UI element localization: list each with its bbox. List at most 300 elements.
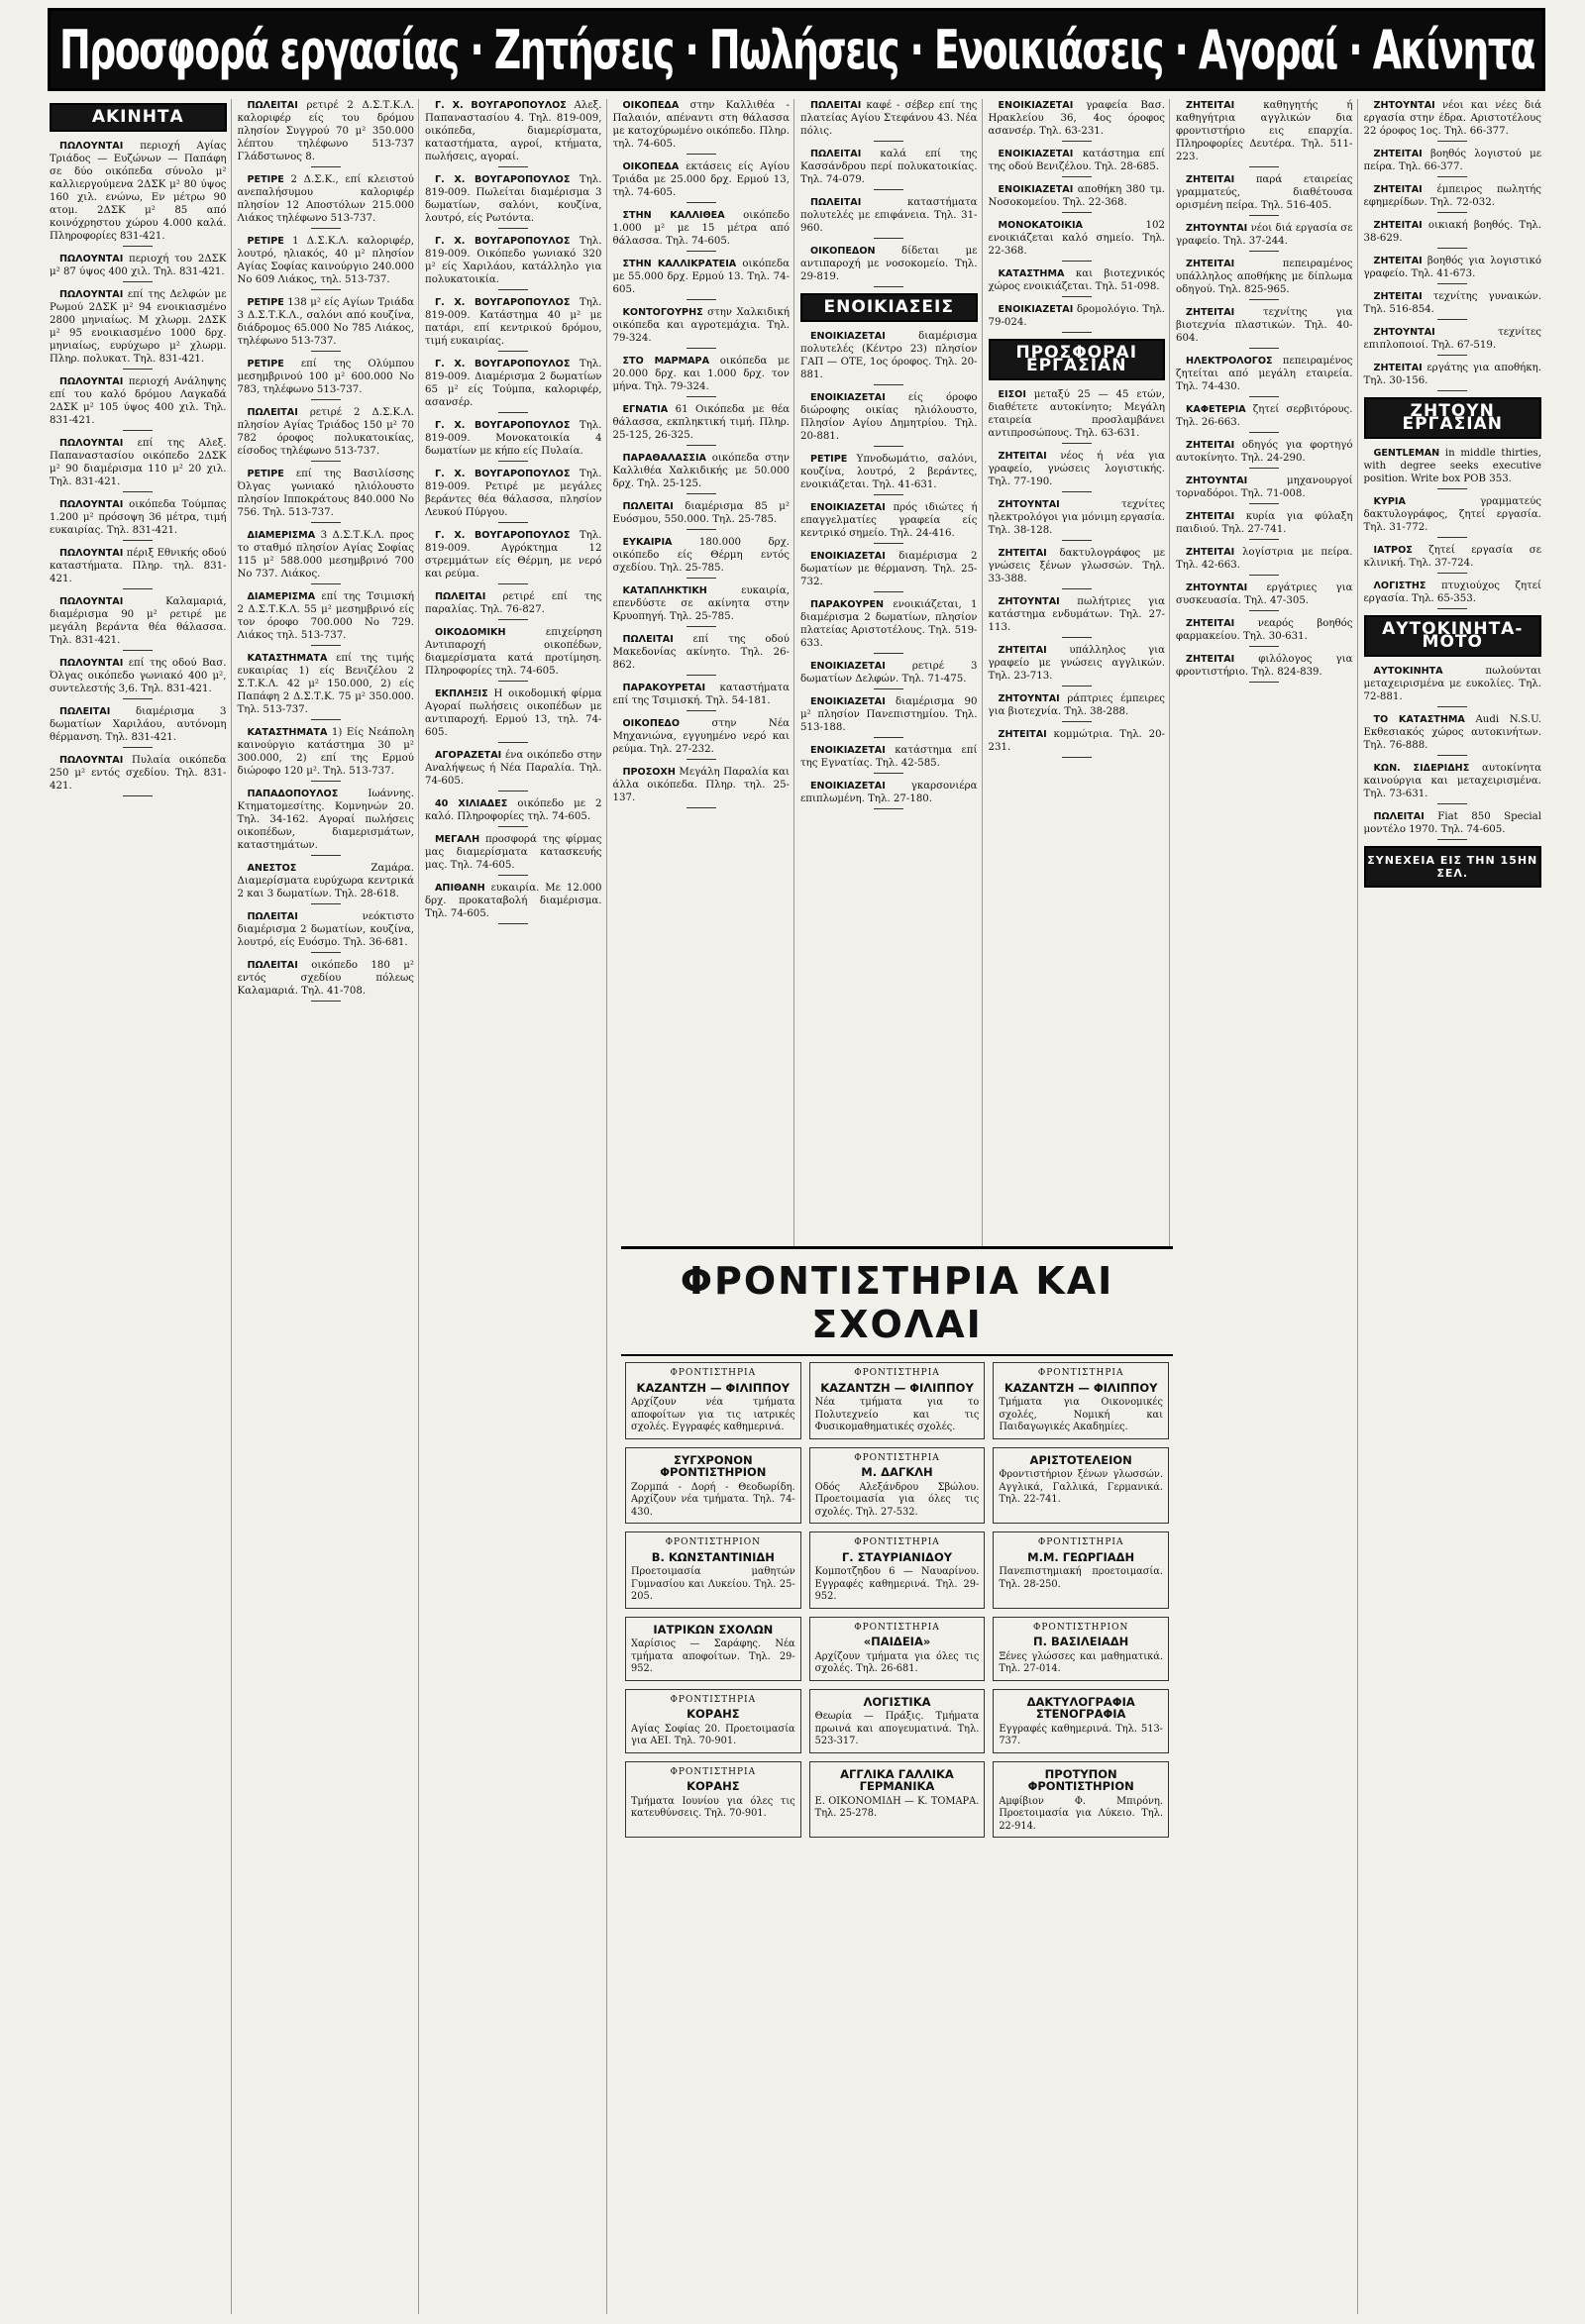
classified-ad (800, 695, 978, 738)
ad-lead: ΖΗΤΕΙΤΑΙ (998, 729, 1047, 740)
ad-lead: ΡΕΤΙΡΕ (247, 359, 284, 370)
school-body: Αγίας Σοφίας 20. Προετοιμασία για ΑΕΙ. Τηλ. 70-901. (631, 1723, 795, 1746)
ad-text: κυρία για φύλαξη παιδιού. Τηλ. 27-741. (1176, 511, 1353, 535)
ad-lead: ΖΗΤΕΙΤΑΙ (1186, 259, 1235, 269)
ad-column (236, 99, 420, 2314)
ad-text: πτυχιούχος ζητεί εργασία. Τηλ. 65-353. (1363, 581, 1541, 604)
ad-text: είς όροφο διώροφης οικίας ηλιόλουστο, Πλησίον Αγίου Δημητρίου. Τηλ. 20-881. (800, 392, 978, 442)
section-heading: ΖΗΤΟΥΝ ΕΡΓΑΣΙΑΝ (1364, 397, 1542, 439)
classified-ad (238, 959, 415, 1002)
ad-lead: ΚΑΤΑΣΤΗΜΑ (998, 268, 1065, 279)
ad-lead: Γ. Χ. ΒΟΥΓΑΡΟΠΟΥΛΟΣ (435, 174, 571, 185)
ad-text: Τηλ. 819-009. Πωλείται διαμέρισμα 3 δωματίων, σαλόνι, κουζίνα, λουτρό, είς Ρωτόντα. (425, 174, 602, 224)
ad-text: επί της Βασιλίσσης Όλγας γωνιακό ηλιόλουστο πλησίον Ιπποκράτους 840.000 Νο 756. Τηλ. 513-737. (237, 469, 414, 518)
ad-lead: GENTLEMAN (1373, 448, 1440, 459)
ad-text: επιχείρηση Αντιπαροχή οικοπέδων, διαμερίσματα κατά προτίμηση. Πληροφορίες τηλ. 74-605. (425, 627, 602, 677)
school-name: ΚΑΖΑΝΤΖΗ — ΦΙΛΙΠΠΟΥ (1004, 1380, 1158, 1395)
ad-text: αποθήκη 380 τμ. Νοσοκομείου. Τηλ. 22-368. (988, 184, 1165, 208)
ad-text: ρετιρέ επί της παραλίας. Τηλ. 76-827. (425, 591, 602, 615)
school-name: «ΠΑΙΔΕΙΑ» (863, 1635, 931, 1648)
classified-ad (989, 388, 1166, 444)
classified-ad (425, 419, 602, 462)
ad-lead: ΠΩΛΟΥΝΤΑΙ (59, 289, 124, 300)
classified-ad (238, 652, 415, 720)
classified-ad (425, 797, 602, 827)
ad-lead: ΕΝΟΙΚΙΑΖΕΤΑΙ (810, 781, 886, 792)
ad-lead: ΠΩΛΕΙΤΑΙ (1373, 811, 1425, 822)
ad-text: 180.000 δρχ. οικόπεδο είς Θέρμη εντός σχεδίου. Τηλ. 25-785. (612, 537, 790, 574)
schools-grid (621, 1356, 1173, 1851)
classified-ad (425, 296, 602, 352)
ad-text: επί της Τσιμισκή 2 Δ.Σ.Τ.Κ.Λ. 55 μ² μεσημβρινό είς τον όροφο 700.000 Νο 729. Λιάκος τηλ. 513-737. (237, 591, 414, 641)
classified-ad (1176, 475, 1353, 504)
ad-lead: ΠΩΛΟΥΝΤΑΙ (59, 376, 124, 387)
ad-lead: Γ. Χ. ΒΟΥΓΑΡΟΠΟΥΛΟΣ (435, 236, 571, 247)
classified-ad (1176, 403, 1353, 433)
school-ad (993, 1447, 1169, 1525)
classified-ad (50, 375, 227, 431)
ad-text: και βιοτεχνικός χώρος ενοικιάζεται. Τηλ. 51-098. (988, 268, 1165, 292)
ad-text: έμπειρος πωλητής εφημερίδων. Τηλ. 72-032. (1363, 184, 1541, 208)
ad-text: λογίστρια με πείρα. Τηλ. 42-663. (1176, 547, 1353, 571)
ad-text: διαμέρισμα πολυτελές (Κέντρο 23) πλησίον ΓΑΠ — ΟΤΕ, 1ος όροφος. Τηλ. 20-881. (800, 331, 978, 380)
school-ad (993, 1761, 1169, 1839)
ad-lead: ΕΝΟΙΚΙΑΖΕΤΑΙ (998, 184, 1074, 195)
ad-lead: ΣΤΗΝ ΚΑΛΛΙΘΕΑ (622, 210, 725, 221)
school-name: ΣΥΓΧΡΟΝΟΝ ΦΡΟΝΤΙΣΤΗΡΙΟΝ (660, 1452, 767, 1479)
school-body: Οδός Αλεξάνδρου Σβώλου. Προετοιμασία για όλες τις σχολές. Τηλ. 27-532. (814, 1481, 980, 1518)
ad-column (1174, 99, 1358, 2314)
classified-ad (1364, 447, 1542, 489)
ad-lead: ΖΗΤΕΙΤΑΙ (998, 451, 1047, 462)
ad-text: δακτυλογράφος με γνώσεις ξένων γλωσσών. Τηλ. 33-388. (988, 548, 1165, 584)
classified-ad (613, 209, 791, 252)
ad-text: Η οικοδομική φίρμα Αγοραί πωλήσεις οικοπέδων με αντιπαροχή. Ερμού 13, τηλ. 74-605. (425, 688, 602, 738)
ad-text: επί της οδού Μακεδονίας ακίνητο. Τηλ. 26-862. (612, 634, 790, 671)
school-body: Αρχίζουν τμήματα για όλες τις σχολές. Τηλ. 26-681. (814, 1650, 980, 1674)
ad-lead: ΠΑΠΑΔΟΠΟΥΛΟΣ (247, 789, 339, 799)
ad-text: πρός ιδιώτες ή επαγγελματίες γραφεία είς κεντρικό σημείο. Τηλ. 24-416. (800, 502, 978, 539)
classified-ad (238, 788, 415, 856)
ad-text: κατάστημα επί της Εγνατίας. Τηλ. 42-585. (800, 745, 978, 769)
ad-text: εκτάσεις είς Αγίου Τριάδα με 25.000 δρχ. Ερμού 13, τηλ. 74-605. (612, 161, 790, 198)
ad-lead: ΖΗΤΕΙΤΑΙ (1373, 291, 1423, 302)
classified-ad (50, 288, 227, 370)
ad-text: Τηλ. 819-009. Κατάστημα 40 μ² με πατάρι, επί κεντρικού δρόμου, τιμή ευκαιρίας. (425, 297, 602, 347)
classified-ad (800, 598, 978, 654)
ad-lead: ΖΗΤΕΙΤΑΙ (1373, 149, 1423, 159)
ad-lead: ΑΥΤΟΚΙΝΗΤΑ (1373, 666, 1443, 677)
section-heading: ΑΚΙΝΗΤΑ (50, 103, 227, 132)
ad-lead: ΖΗΤΕΙΤΑΙ (1373, 220, 1423, 231)
ad-text: επί της Αλεξ. Παπαναστασίου οικόπεδο 2ΔΣΚ μ² 90 διαμέρισμα 110 μ² 20 χιλ. Τηλ. 831-421. (50, 438, 227, 487)
ad-text: επί της Δελφών με Ρωμού 2ΔΣΚ μ² 94 ενοικιασμένο 2800 μηνιαίως. Μ χλωρμ. 2ΔΣΚ μ² 95 ενοικιασμένο 1000 δρχ. μηνιαίως, ευρύχωρο μ² χλωρμ. Πληρ. πολυκατ. Τηλ. 831-421. (50, 289, 227, 365)
classified-ad (800, 196, 978, 239)
ad-lead: ΔΙΑΜΕΡΙΣΜΑ (247, 591, 316, 602)
classified-ad (989, 450, 1166, 492)
classified-ad (800, 744, 978, 774)
continued-notice: ΣΥΝΕΧΕΙΑ ΕΙΣ ΤΗΝ 15ΗΝ ΣΕΛ. (1364, 846, 1542, 888)
classified-ad (238, 726, 415, 782)
ad-lead: ΤΟ ΚΑΤΑΣΤΗΜΑ (1373, 714, 1465, 725)
ad-text: παρά εταιρείας γραμματεύς, διαθέτουσα ορισμένη πείρα. Τηλ. 516-405. (1176, 174, 1353, 211)
ad-text: οικόπεδο με 2 καλό. Πληροφορίες τηλ. 74-605. (425, 798, 602, 822)
ad-text: Τηλ. 819-009. Μονοκατοικία 4 δωματίων με κήπο είς Πυλαία. (425, 420, 602, 457)
school-body: Πανεπιστημιακή προετοιμασία. Τηλ. 28-250. (999, 1566, 1163, 1590)
school-name: ΚΑΖΑΝΤΖΗ — ΦΙΛΙΠΠΟΥ (636, 1380, 791, 1395)
ad-text: πεπειραμένος υπάλληλος αποθήκης με δίπλωμα οδηγού. Τηλ. 825-965. (1176, 259, 1353, 295)
ad-lead: ΠΑΡΑΚΟΥΡΕΝ (810, 599, 885, 610)
classified-ad (1176, 617, 1353, 647)
ad-lead: ΠΑΡΑΚΟΥΡΕΤΑΙ (622, 683, 706, 693)
ad-text: οικόπεδα με 20.000 δρχ. και 1.000 δρχ. τον μήνα. Τηλ. 79-324. (612, 356, 790, 392)
classified-ad (238, 235, 415, 290)
ad-text: τεχνίτης για βιοτεχνία πλαστικών. Τηλ. 40-604. (1176, 307, 1353, 344)
ad-lead: ΟΙΚΟΠΕΔΟΝ (810, 246, 876, 257)
ad-lead: ΖΗΤΟΥΝΤΑΙ (1186, 475, 1248, 486)
ad-lead: ΖΗΤΟΥΝΤΑΙ (1373, 327, 1435, 338)
classified-ad (238, 590, 415, 646)
classified-ad (1364, 713, 1542, 756)
ad-lead: ΕΝΟΙΚΙΑΖΕΤΑΙ (810, 745, 886, 756)
school-name: ΚΑΖΑΝΤΖΗ — ΦΙΛΙΠΠΟΥ (820, 1380, 974, 1395)
ad-lead: ΖΗΤΟΥΝΤΑΙ (1186, 582, 1248, 593)
school-ad (993, 1362, 1169, 1439)
ad-text: Αλεξ. Παπαναστασίου 4. Τηλ. 819-009, οικόπεδα, διαμερίσματα, καταστήματα, αγροί, κτήματα, πωλήσεις, αγοραί. (425, 100, 602, 162)
ad-lead: ΖΗΤΕΙΤΑΙ (998, 645, 1047, 656)
ad-text: ευκαιρία. Με 12.000 δρχ. προκαταβολή διαμέρισμα. Τηλ. 74-605. (425, 883, 602, 919)
school-name: Γ. ΣΤΑΥΡΙΑΝΙΔΟΥ (841, 1549, 953, 1564)
school-name: Μ. ΔΑΓΚΛΗ (861, 1465, 933, 1479)
ad-text: καταστήματα επί της Τσιμισκή. Τηλ. 54-181. (612, 683, 790, 706)
ad-lead: ΖΗΤΕΙΤΑΙ (1373, 184, 1423, 195)
classified-ad (425, 687, 602, 743)
classified-ad (1176, 99, 1353, 167)
ad-text: πέριξ Εθνικής οδού καταστήματα. Πληρ. τηλ. 831-421. (50, 548, 227, 584)
school-body: Χαρίσιος — Σαράφης. Νέα τμήματα αποφοίτων. Τηλ. 29-952. (631, 1638, 795, 1674)
ad-lead: ΑΝΕΣΤΟΣ (247, 863, 297, 874)
classified-ad (989, 99, 1166, 142)
ad-lead: ΖΗΤΕΙΤΑΙ (1186, 100, 1235, 111)
ad-lead: ΑΠΙΘΑΝΗ (435, 883, 485, 894)
ad-text: 1) Είς Νεάπολη καινούργιο κατάστημα 30 μ² 300.000, 2) επί της Ερμού διώροφο 120 μ². Τηλ. 513-737. (237, 727, 414, 777)
ad-text: αυτοκίνητα καινούργια και μεταχειρισμένα. Τηλ. 73-631. (1363, 763, 1541, 799)
ad-text: διαμέρισμα 3 δωματίων Χαριλάου, αυτόνομη θέρμανση. Τηλ. 831-421. (50, 706, 227, 743)
ad-lead: ΡΕΤΙΡΕ (247, 297, 284, 308)
ad-lead: ΠΩΛΕΙΤΑΙ (247, 407, 298, 418)
classified-ad (989, 267, 1166, 297)
school-ad (809, 1362, 986, 1439)
ad-text: πωλούνται μεταχειρισμένα με ευκολίες. Τηλ. 72-881. (1363, 666, 1541, 702)
ad-text: στην Καλλιθέα - Παλαιόν, απέναντι στη θάλασσα με κατοχύρωμένο οικόπεδο. Πληρ. τηλ. 74-605. (612, 100, 790, 150)
ad-lead: ΣΤΗΝ ΚΑΛΛΙΚΡΑΤΕΙΑ (622, 259, 737, 269)
ad-lead: ΕΝΟΙΚΙΑΖΕΤΑΙ (998, 149, 1074, 159)
ad-column (1362, 99, 1546, 2314)
classified-ad (238, 99, 415, 167)
ad-text: οικόπεδα στην Καλλιθέα Χαλκιδικής με 50.000 δρχ. Τηλ. 25-125. (612, 453, 790, 489)
classified-ad (238, 862, 415, 904)
school-kind: ΦΡΟΝΤΙΣΤΗΡΙΑ (670, 1694, 757, 1705)
ad-text: Fiat 850 Special μοντέλο 1970. Τηλ. 74-605. (1363, 811, 1541, 835)
ad-lead: ΡΕΤΙΡΕ (810, 454, 848, 465)
ad-lead: ΚΑΦΕΤΕΡΙΑ (1186, 404, 1246, 415)
classified-ad (238, 910, 415, 953)
school-body: Ε. ΟΙΚΟΝΟΜΙΔΗ — Κ. ΤΟΜΑΡΑ. Τηλ. 25-278. (814, 1795, 980, 1819)
ad-lead: ΟΙΚΟΔΟΜΙΚΗ (435, 627, 506, 638)
school-ad (625, 1689, 801, 1753)
classified-ad (613, 355, 791, 397)
classified-ad (1364, 219, 1542, 249)
ad-lead: ΖΗΤΕΙΤΑΙ (1186, 654, 1235, 665)
classified-ad (800, 501, 978, 544)
ad-text: 1 Δ.Σ.Κ.Λ. καλοριφέρ, λουτρό, ηλιακός, 40 μ² πλησίον Αγίας Σοφίας καινούργιο 240.000 Νο 609 Λιάκος, τηλ. 513-737. (237, 236, 414, 285)
ad-lead: ΠΩΛΕΙΤΑΙ (59, 706, 111, 717)
classified-ad (989, 303, 1166, 333)
ad-text: κομμώτρια. Τηλ. 20-231. (988, 729, 1165, 753)
ad-text: τεχνίτης γυναικών. Τηλ. 516-854. (1363, 291, 1541, 315)
classified-ad (1176, 546, 1353, 576)
school-ad (625, 1761, 801, 1839)
ad-text: 2 Δ.Σ.Κ., επί κλειστού ανεπαλήσυμου καλοριφέρ πλησίον 12 Αποστόλων 215.000 Λιάκος τηλέφωνο 513-737. (237, 174, 414, 224)
ad-lead: ΕΝΟΙΚΙΑΖΕΤΑΙ (810, 696, 886, 707)
ad-text: ένα οικόπεδο στην Αναλήψεως ή Νέα Παραλία. Τηλ. 74-605. (425, 750, 602, 787)
ad-text: δρομολόγιο. Τηλ. 79-024. (988, 304, 1165, 328)
ad-text: ρετιρέ 2 Δ.Σ.Τ.Κ.Λ. καλοριφέρ είς του δρόμου πλησίον Συγγρού 70 μ² 350.000 λέπτου τηλέφωνο 513-737 Γλάδστωνος 8. (237, 100, 414, 162)
classified-ad (613, 500, 791, 530)
ad-text: ρετιρέ 2 Δ.Σ.Κ.Λ. πλησίον Αγίας Τριάδος 150 μ² 70 782 όροφος πολυκατοικίας, είσοδος τηλέφωνο 513-737. (237, 407, 414, 457)
classified-ad (50, 498, 227, 541)
ad-lead: ΕΓΝΑΤΙΑ (622, 404, 669, 415)
ad-text: βοηθός λογιστού με πείρα. Τηλ. 66-377. (1363, 149, 1541, 172)
ad-lead: ΔΙΑΜΕΡΙΣΜΑ (247, 530, 316, 541)
school-kind: ΦΡΟΝΤΙΣΤΗΡΙΑ (670, 1368, 757, 1378)
classified-ad (238, 406, 415, 462)
ad-lead: Γ. Χ. ΒΟΥΓΑΡΟΠΟΥΛΟΣ (435, 297, 571, 308)
school-name: ΑΓΓΛΙΚΑ ΓΑΛΛΙΚΑ ΓΕΡΜΑΝΙΚΑ (840, 1766, 954, 1793)
ad-text: κατάστημα επί της οδού Βενιζέλου. Τηλ. 28-685. (988, 149, 1165, 172)
ad-lead: ΠΩΛΕΙΤΑΙ (247, 911, 298, 922)
classified-ad (989, 692, 1166, 722)
ad-lead: ΣΤΟ ΜΑΡΜΑΡΑ (622, 356, 710, 367)
classified-ad (1364, 495, 1542, 538)
ad-text: Ζαμάρα. Διαμερίσματα ευρύχωρα κεντρικά 2 και 3 δωματίων. Τηλ. 28-618. (237, 863, 414, 899)
ad-lead: ΕΝΟΙΚΙΑΖΕΤΑΙ (810, 551, 886, 562)
classified-ad (800, 550, 978, 592)
ad-text: πεπειραμένος ζητείται από μεγάλη εταιρεία. Τηλ. 74-430. (1176, 356, 1353, 392)
ad-lead: ΖΗΤΕΙΤΑΙ (1186, 511, 1235, 522)
ad-lead: ΠΩΛΟΥΝΤΑΙ (59, 438, 124, 449)
ad-text: επί της τιμής ευκαιρίας 1) είς Βενιζέλου 2 Σ.Τ.Κ.Λ. 42 μ² 150.000, 2) είς Παπάφη 2 Δ.Σ.Τ.Κ. 75 μ² 350.000. Τηλ. 513-737. (237, 653, 414, 715)
classified-ad (1364, 326, 1542, 356)
ad-text: ρετιρέ 3 δωματίων Δελφών. Τηλ. 71-475. (800, 661, 978, 685)
ad-lead: ΚΥΡΙΑ (1373, 496, 1406, 507)
school-name: Μ.Μ. ΓΕΩΡΓΙΑΔΗ (1027, 1549, 1135, 1564)
schools-title: ΦΡΟΝΤΙΣΤΗΡΙΑ ΚΑΙ ΣΧΟΛΑΙ (621, 1249, 1173, 1356)
classified-ad (613, 584, 791, 627)
ad-lead: ΕΙΣΟΙ (998, 389, 1026, 400)
ad-lead: ΠΩΛΟΥΝΤΑΙ (59, 596, 124, 607)
school-body: Εγγραφές καθημερινά. Τηλ. 513-737. (999, 1723, 1163, 1746)
school-body: Τμήματα Ιουνίου για όλες τις κατευθύνσεις. Τηλ. 70-901. (631, 1795, 795, 1819)
classified-ad (1176, 653, 1353, 683)
ad-text: επί της Ολύμπου μεσημβρινού 100 μ² 600.000 Νο 783, τηλέφωνο 513-737. (237, 359, 414, 395)
school-name: Β. ΚΩΝΣΤΑΝΤΙΝΙΔΗ (651, 1549, 775, 1564)
school-ad (809, 1447, 986, 1525)
section-heading: ΠΡΟΣΦΟΡΑΙ ΕΡΓΑΣΙΑΝ (989, 339, 1166, 380)
ad-lead: Γ. Χ. ΒΟΥΓΑΡΟΠΟΥΛΟΣ (435, 469, 571, 479)
ad-text: νεόκτιστο διαμέρισμα 2 δωματίων, κουζίνα, λουτρό, είς Ευόσμο. Τηλ. 36-681. (237, 911, 414, 948)
school-kind: ΦΡΟΝΤΙΣΤΗΡΙΑ (1037, 1537, 1124, 1547)
ad-text: Audi N.S.U. Εκθεσιακός χώρος αυτοκινήτων. Τηλ. 76-888. (1363, 714, 1541, 751)
section-heading: ΕΝΟΙΚΙΑΣΕΙΣ (800, 293, 978, 322)
ad-lead: ΟΙΚΟΠΕΔΟ (622, 718, 680, 729)
classified-ad (1176, 510, 1353, 540)
ad-lead: ΖΗΤΕΙΤΑΙ (998, 548, 1047, 559)
ad-text: Καλαμαριά, διαμέρισμα 90 μ² ρετιρέ με μεγάλη βεράντα θέα θάλασσα. Τηλ. 831-421. (50, 596, 227, 646)
school-kind: ΦΡΟΝΤΙΣΤΗΡΙΑ (854, 1537, 940, 1547)
classified-ad (1176, 173, 1353, 216)
ad-text: τεχνίτες επιπλοποιοί. Τηλ. 67-519. (1363, 327, 1541, 351)
ad-text: 102 ενοικιάζεται καλό σημείο. Τηλ. 22-368. (988, 220, 1165, 257)
ad-column (48, 99, 232, 2314)
school-name: ΠΡΟΤΥΠΟΝ ΦΡΟΝΤΙΣΤΗΡΙΟΝ (1027, 1766, 1134, 1793)
ad-text: καθηγητής ή καθηγήτρια αγγλικών δια φροντιστήριο εις επαρχία. Πληροφορίες Δευτέρα. Τηλ. 511-223. (1176, 100, 1353, 162)
classified-ad (989, 644, 1166, 687)
classified-ad (613, 682, 791, 711)
ad-text: καφέ - σέβερ επί της πλατείας Αγίου Στεφάνου 43. Νέα πόλις. (800, 100, 978, 137)
school-kind: ΦΡΟΝΤΙΣΤΗΡΙΟΝ (1033, 1622, 1129, 1633)
classified-ad (613, 306, 791, 349)
ad-text: περιοχή Ανάληψης επί του καλό δρόμου Λαγκαδά 2ΔΣΚ μ² 105 ύψος 400 χιλ. Τηλ. 831-421. (50, 376, 227, 426)
classified-ad (1176, 439, 1353, 469)
ad-lead: 40 ΧΙΛΙΑΔΕΣ (435, 798, 508, 809)
classified-ad (1364, 580, 1542, 609)
classified-ad (425, 99, 602, 167)
schools-box (621, 1246, 1173, 2319)
classified-ad (613, 452, 791, 494)
ad-lead: ΡΕΤΙΡΕ (247, 236, 284, 247)
classified-ad (1364, 665, 1542, 707)
ad-lead: ΖΗΤΕΙΤΑΙ (1186, 174, 1235, 185)
ad-lead: ΚΑΤΑΠΛΗΚΤΙΚΗ (622, 585, 707, 596)
classified-ad (50, 595, 227, 651)
ad-text: βοηθός για λογιστικό γραφείο. Τηλ. 41-673. (1363, 256, 1541, 279)
classified-ad (425, 358, 602, 413)
ad-text: διαμέρισμα 85 μ² Ευόσμου, 550.000. Τηλ. 25-785. (612, 501, 790, 525)
school-ad (993, 1689, 1169, 1753)
ad-text: περιοχή του 2ΔΣΚ μ² 87 ύψος 400 χιλ. Τηλ. 831-421. (50, 254, 227, 277)
classified-ad (1176, 258, 1353, 300)
ad-text: οικόπεδα με 55.000 δρχ. Ερμού 13. Τηλ. 74-605. (612, 259, 790, 295)
school-kind: ΦΡΟΝΤΙΣΤΗΡΙΑ (1037, 1368, 1124, 1378)
ad-lead: ΕΝΟΙΚΙΑΖΕΤΑΙ (998, 100, 1074, 111)
classified-ad (1364, 544, 1542, 574)
classified-ad (50, 140, 227, 247)
ad-lead: ΡΕΤΙΡΕ (247, 174, 284, 185)
ad-text: οικόπεδο 180 μ² εντός σχεδίου πόλεως Καλαμαριά. Τηλ. 41-708. (237, 960, 414, 997)
classified-ad (1364, 762, 1542, 804)
ad-text: Τηλ. 819-009. Διαμέρισμα 2 δωματίων 65 μ² είς Τούμπα, καλοριφέρ, ασανσέρ. (425, 359, 602, 408)
ad-lead: ΠΩΛΟΥΝΤΑΙ (59, 254, 124, 264)
ad-text: μεταξύ 25 — 45 ετών, διαθέτετε αυτοκίνητο; Μεγάλη εταιρεία προσλαμβάνει αντιπροσώπους. Τηλ. 63-631. (988, 389, 1165, 439)
school-ad (809, 1761, 986, 1839)
classified-ad (989, 148, 1166, 177)
classified-ad (425, 882, 602, 924)
ad-lead: ΕΚΠΛΗΞΙΣ (435, 688, 488, 699)
ad-text: Τηλ. 819-009. Αγρόκτημα 12 στρεμμάτων είς Θέρμη, με νερό και ρεύμα. (425, 530, 602, 580)
ad-text: επί της οδού Βασ. Όλγας οικόπεδο γωνιακό 400 μ², συντελεστής 3,6. Τηλ. 831-421. (50, 658, 227, 694)
section-heading: ΑΥΤΟΚΙΝΗΤΑ-ΜΟΤΟ (1364, 615, 1542, 657)
ad-text: καταστήματα πολυτελές με επιφάνεια. Τηλ. 31-960. (800, 197, 978, 234)
ad-lead: Γ. Χ. ΒΟΥΓΑΡΟΠΟΥΛΟΣ (435, 420, 571, 431)
school-kind: ΦΡΟΝΤΙΣΤΗΡΙΟΝ (665, 1537, 761, 1547)
classified-ad (613, 633, 791, 676)
ad-lead: ΖΗΤΟΥΝΤΑΙ (998, 499, 1060, 510)
school-name: ΑΡΙΣΤΟΤΕΛΕΙΟΝ (1029, 1452, 1132, 1467)
ad-lead: ΖΗΤΕΙΤΑΙ (1186, 618, 1235, 629)
ad-text: Πυλαία οικόπεδα 250 μ² εντός σχεδίου. Τηλ. 831-421. (50, 755, 227, 792)
ad-text: ζητεί εργασία σε κλινική. Τηλ. 37-724. (1363, 545, 1541, 569)
school-ad (993, 1532, 1169, 1609)
school-ad (809, 1617, 986, 1681)
school-name: ΚΟΡΑΗΣ (687, 1779, 740, 1793)
school-body: Θεωρία — Πράξις. Τμήματα πρωινά και απογευματινά. Τηλ. 523-317. (814, 1711, 980, 1746)
ad-lead: ΕΥΚΑΙΡΙΑ (622, 537, 673, 548)
classified-ad (613, 403, 791, 446)
ad-lead: Γ. Χ. ΒΟΥΓΑΡΟΠΟΥΛΟΣ (435, 100, 567, 111)
school-kind: ΦΡΟΝΤΙΣΤΗΡΙΑ (854, 1452, 940, 1463)
classified-ad (1364, 148, 1542, 177)
classified-ad (1364, 362, 1542, 391)
ad-lead: ΠΩΛΟΥΝΤΑΙ (59, 658, 124, 669)
classified-ad (1176, 306, 1353, 349)
ad-lead: ΕΝΟΙΚΙΑΖΕΤΑΙ (998, 304, 1074, 315)
ad-text: ενοικιάζεται, 1 διαμέρισμα 2 δωματίων, πλησίον πλατείας Αριστοτέλους. Τηλ. 519-633. (800, 599, 978, 649)
ad-lead: ΑΓΟΡΑΖΕΤΑΙ (435, 750, 502, 761)
ad-text: οδηγός για φορτηγό αυτοκίνητο. Τηλ. 24-290. (1176, 440, 1353, 464)
classified-ad (800, 99, 978, 142)
ad-text: ράπτριες έμπειρες για βιοτεχνία. Τηλ. 38-288. (988, 693, 1165, 717)
classified-ad (613, 160, 791, 203)
classified-ad (989, 219, 1166, 262)
classified-ad (989, 498, 1166, 541)
ad-text: γραφεία Βασ. Ηρακλείου 36, 4ος όροφος ασανσέρ. Τηλ. 63-231. (988, 100, 1165, 137)
classified-ad (800, 780, 978, 809)
classified-ad (989, 183, 1166, 213)
ad-lead: ΖΗΤΕΙΤΑΙ (1186, 547, 1235, 558)
classified-ad (989, 547, 1166, 589)
ad-lead: ΗΛΕΚΤΡΟΛΟΓΟΣ (1186, 356, 1273, 367)
ad-text: γραμματεύς δακτυλογράφος, ζητεί εργασία. Τηλ. 31-772. (1363, 496, 1541, 533)
ad-lead: ΡΕΤΙΡΕ (247, 469, 284, 479)
classified-ad (800, 453, 978, 495)
ad-lead: ΕΝΟΙΚΙΑΖΕΤΑΙ (810, 661, 886, 672)
classified-ad (800, 148, 978, 190)
ad-text: 3 Δ.Σ.Τ.Κ.Λ. προς το σταθμό πλησίον Αγίας Σοφίας 115 μ² 588.000 μεσημβρινό 700 Νο 737. Λιάκος. (237, 530, 414, 580)
classified-ad (613, 536, 791, 579)
classified-ad (613, 766, 791, 808)
ad-text: στην Νέα Μηχανιώνα, εγγυημένο νερό και ρεύμα. Τηλ. 27-232. (612, 718, 790, 755)
ad-text: εργάτης για αποθήκη. Τηλ. 30-156. (1363, 363, 1541, 386)
school-name: Π. ΒΑΣΙΛΕΙΑΔΗ (1033, 1635, 1129, 1648)
school-body: Ζορμπά - Δορή - Θεοδωρίδη. Αρχίζουν νέα τμήματα. Τηλ. 74-430. (631, 1481, 795, 1518)
classified-ad (800, 245, 978, 287)
ad-text: γκαρσονιέρα επιπλωμένη. Τηλ. 27-180. (800, 781, 978, 804)
school-body: Κομποτζηδου 6 — Ναυαρίνου. Εγγραφές καθημερινά. Τηλ. 29-952. (814, 1566, 980, 1602)
school-ad (625, 1362, 801, 1439)
ad-lead: ΖΗΤΟΥΝΤΑΙ (1186, 223, 1248, 234)
classified-ad (425, 833, 602, 876)
